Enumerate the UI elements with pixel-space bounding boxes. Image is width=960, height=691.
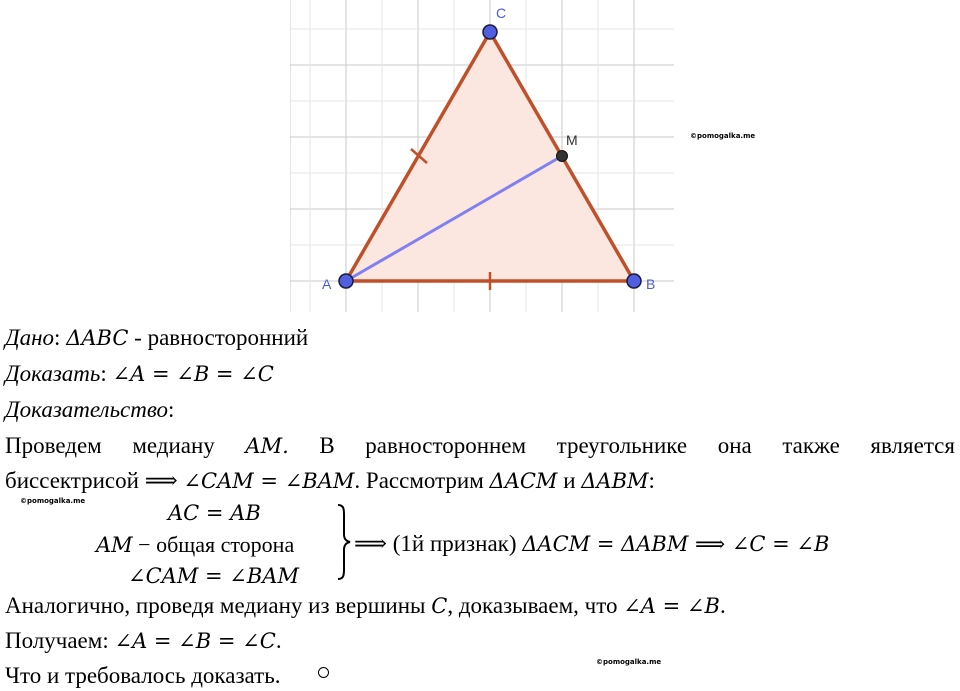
paragraph-4 xyxy=(5,627,282,655)
given-math: ΔABC xyxy=(66,326,129,350)
p3-math: ∠A = ∠B xyxy=(623,594,720,618)
p3-math: C xyxy=(431,594,448,618)
p4-math: ∠A = ∠B = ∠C xyxy=(114,629,276,653)
prove-math: ∠A = ∠B = ∠C xyxy=(112,362,274,386)
p3-text: . xyxy=(719,593,726,618)
triangle-diagram xyxy=(290,0,674,312)
p2-text: и xyxy=(557,468,582,493)
paragraph-2 xyxy=(5,467,655,495)
watermark: ©pomogalka.me xyxy=(596,658,662,666)
system-row-2-math: AM xyxy=(96,533,133,557)
system-row-2-text: − общая сторона xyxy=(132,532,295,557)
label-a: A xyxy=(322,276,332,292)
p3-text: , доказываем, что xyxy=(447,593,624,618)
paragraph-3 xyxy=(5,592,726,620)
triangle-fill xyxy=(346,32,634,281)
p1-word: медиану xyxy=(132,433,215,458)
p1-word: является xyxy=(870,433,955,458)
vertex-a xyxy=(339,274,353,288)
prove-colon: : xyxy=(100,361,107,386)
p1-word: треугольнике xyxy=(556,433,688,458)
watermark: ©pomogalka.me xyxy=(690,132,756,140)
paragraph-5 xyxy=(5,662,280,690)
p2-math: ∠CAM = ∠BAM xyxy=(183,469,355,493)
proof-label: Доказательство xyxy=(5,397,169,422)
system-conclusion-text: ⟹ (1й признак) xyxy=(354,531,523,556)
p2-text: биссектрисой ⟹ xyxy=(5,468,184,493)
p4-text: Получаем: xyxy=(5,628,115,653)
vertex-c xyxy=(483,25,497,39)
p1-word: Проведем xyxy=(5,433,102,458)
system-row-3: ∠CAM = ∠BAM xyxy=(128,564,299,588)
p1-word: также xyxy=(782,433,840,458)
qed-circle-icon xyxy=(318,667,329,678)
given-line xyxy=(5,324,308,352)
p1-math: AM. xyxy=(245,434,289,458)
given-colon: : xyxy=(54,325,61,350)
curly-brace xyxy=(336,503,352,581)
p1-word: равностороннем xyxy=(365,433,527,458)
system-conclusion-math: ΔACM = ΔABM ⟹ ∠C = ∠B xyxy=(522,532,830,556)
label-m: M xyxy=(566,132,578,148)
system-row-2 xyxy=(96,530,294,560)
watermark: ©pomogalka.me xyxy=(20,497,86,505)
given-label: Дано xyxy=(5,325,55,350)
p2-text: : xyxy=(648,468,655,493)
p2-text: . Рассмотрим xyxy=(354,468,490,493)
paragraph-1 xyxy=(5,432,955,460)
label-c: C xyxy=(496,5,507,21)
proof-colon: : xyxy=(168,397,175,422)
p2-math: ΔACM xyxy=(489,469,558,493)
p1-word: она xyxy=(717,433,752,458)
label-b: B xyxy=(646,276,656,292)
p2-math: ΔABM xyxy=(581,469,649,493)
given-rest: - равносторонний xyxy=(128,325,309,350)
p1-word: В xyxy=(319,433,335,458)
triangle-figure xyxy=(290,0,674,312)
prove-label: Доказать xyxy=(5,361,101,386)
system-row-1: AC = AB xyxy=(168,501,261,525)
midpoint-m xyxy=(557,151,568,162)
prove-line xyxy=(5,360,274,388)
vertex-b xyxy=(627,274,641,288)
p4-text: . xyxy=(275,628,282,653)
proof-heading xyxy=(5,396,174,424)
p3-text: Аналогично, проведя медиану из вершины xyxy=(5,593,432,618)
system-conclusion xyxy=(354,530,829,558)
p5-text: Что и требовалось доказать. xyxy=(5,663,281,688)
